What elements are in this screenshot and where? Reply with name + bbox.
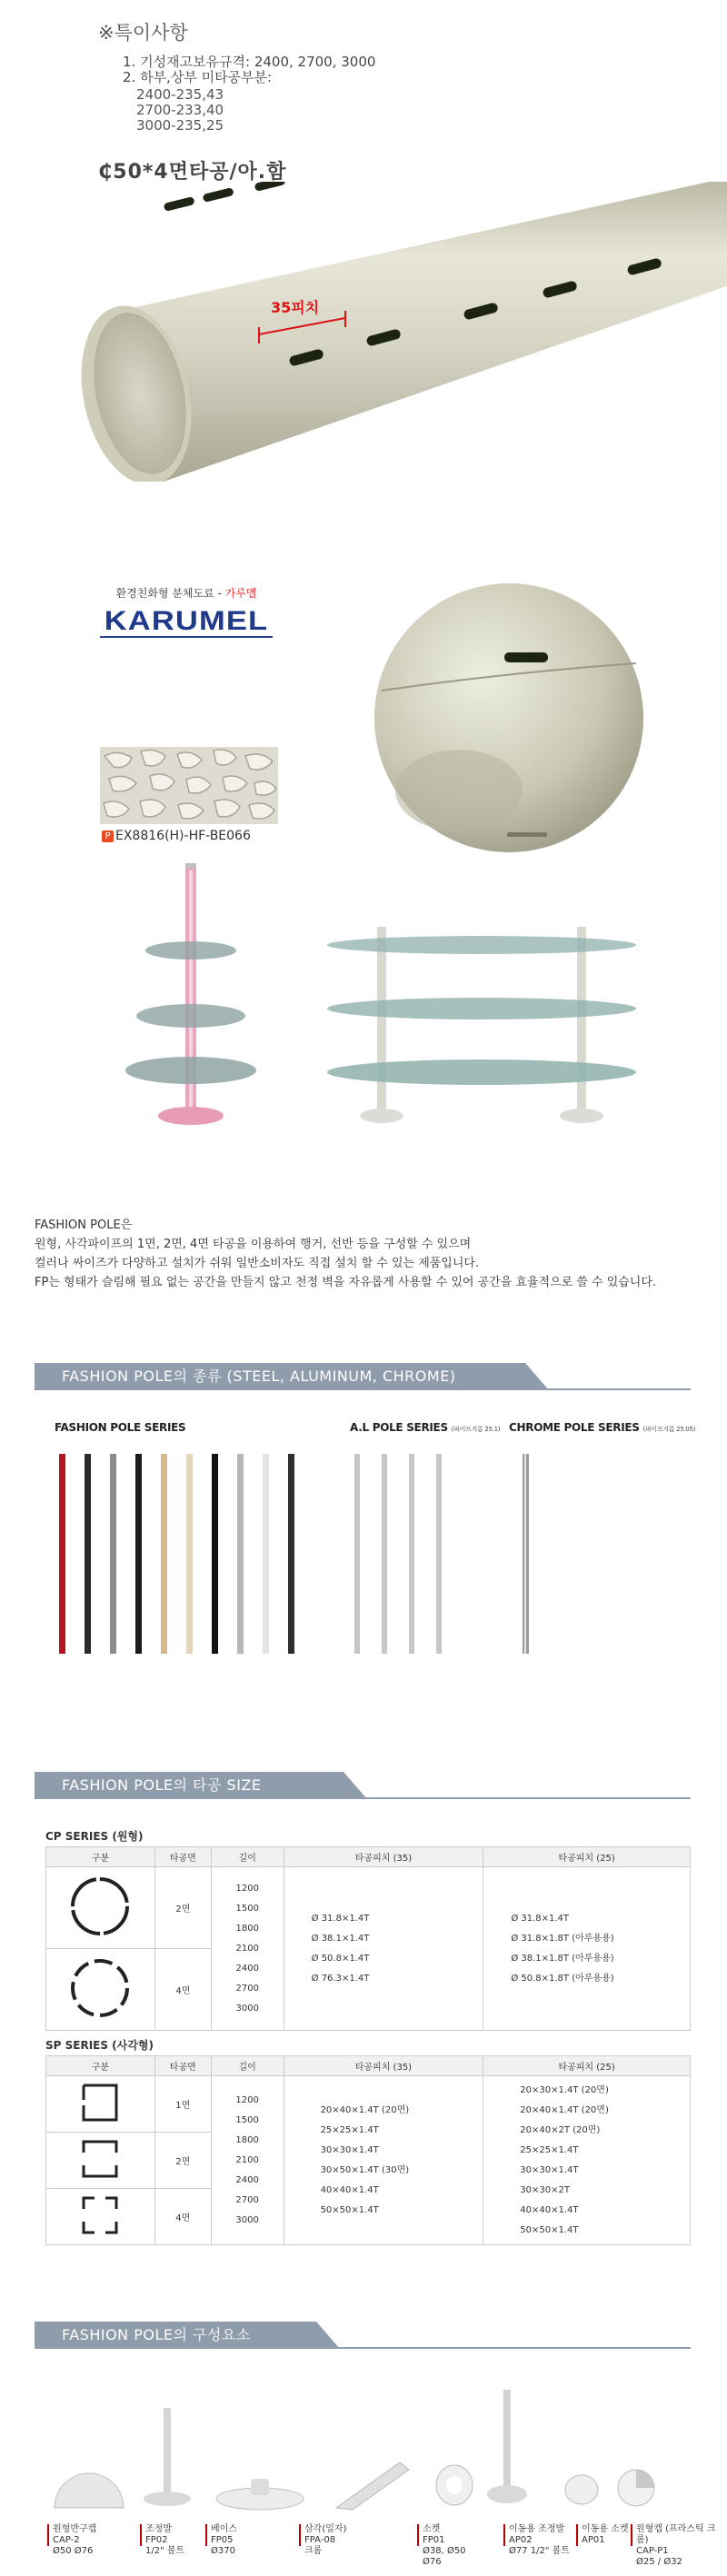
section-divider <box>35 1797 691 1799</box>
part-label <box>145 2524 184 2557</box>
cp-face: 2면 <box>154 1867 211 1949</box>
length-value: 2400 <box>235 2174 259 2185</box>
pitch-value: 40×40×1.4T <box>520 2204 579 2215</box>
shelf-display-image <box>309 927 636 1127</box>
cp-pitch35 <box>284 1867 483 2031</box>
section-size-title: FASHION POLE의 타공 SIZE <box>35 1772 344 1799</box>
section-parts-title: FASHION POLE의 구성요소 <box>35 2322 316 2349</box>
part-label <box>53 2524 96 2557</box>
fashion-series-label: FASHION POLE SERIES <box>55 1421 186 1434</box>
pitch-value: 30×30×1.4T <box>320 2144 379 2155</box>
texture-code-text: EX8816(H)-HF-BE066 <box>115 829 251 843</box>
part-label-line: Ø50 Ø76 <box>53 2546 94 2556</box>
pitch-value: 25×25×1.4T <box>520 2144 579 2155</box>
length-value: 2700 <box>235 1983 259 1994</box>
chrome-series-note: (파이프지름 25.05) <box>642 1426 696 1433</box>
pitch-label: 35피치 <box>271 299 320 316</box>
alu-series-label <box>350 1421 500 1434</box>
pitch-value: Ø 31.8×1.4T <box>511 1913 570 1924</box>
pitch-value: Ø 31.8×1.4T <box>311 1913 370 1924</box>
length-value: 2400 <box>235 1963 259 1974</box>
fashion-pole <box>263 1454 269 1654</box>
section-divider <box>35 2347 691 2349</box>
chrome-series-name: CHROME POLE SERIES <box>509 1421 640 1434</box>
part-label <box>304 2524 346 2557</box>
brand-name: KARUMEL <box>104 606 269 636</box>
sp-pitch25 <box>483 2076 691 2245</box>
part-label-line: Ø25 / Ø32 <box>636 2557 682 2567</box>
part-label-line: FP02 <box>145 2535 168 2545</box>
pitch-value: 50×50×1.4T <box>320 2204 379 2215</box>
part-label-line: 베이스 <box>211 2524 237 2534</box>
section-parts-header <box>35 2322 316 2349</box>
length-value: 1800 <box>235 2134 259 2145</box>
section-types-title: FASHION POLE의 종류 (STEEL, ALUMINUM, CHROME) <box>35 1363 525 1390</box>
part-label-line: AP01 <box>582 2535 605 2545</box>
pitch-value: 25×25×1.4T <box>320 2124 379 2135</box>
part-label-line: Ø370 <box>211 2546 235 2556</box>
part-label <box>509 2524 570 2557</box>
zoom-detail-image <box>373 582 645 854</box>
notes-subitem: 3000-235,25 <box>136 117 224 134</box>
cp-spec-table <box>45 1846 691 2031</box>
pitch-value: Ø 50.8×1.8T (아루용용) <box>511 1973 614 1984</box>
pitch-value: Ø 38.1×1.4T <box>311 1933 370 1944</box>
part-label-line: Ø77 1/2" 볼트 <box>509 2546 570 2556</box>
description-heading: FASHION POLE은 <box>35 1218 133 1232</box>
pitch-value: 20×40×1.4T (20면) <box>320 2104 410 2115</box>
notes-subitem: 2700-233,40 <box>136 102 224 118</box>
texture-mark-icon: P <box>102 830 114 842</box>
pitch-value: Ø 31.8×1.8T (아루용용) <box>511 1933 614 1944</box>
fashion-pole <box>212 1454 218 1654</box>
pitch-value: 40×40×1.4T <box>320 2184 379 2195</box>
sp-pitch35 <box>284 2076 483 2245</box>
sp-face: 1면 <box>154 2076 211 2133</box>
part-label-line: 원형캡 (프라스틱 크롬) <box>636 2524 716 2545</box>
cp-table-title: CP SERIES (원형) <box>45 1830 144 1843</box>
sp-shape-4face <box>46 2189 155 2245</box>
length-value: 1200 <box>235 2094 259 2105</box>
cp-shape-2face <box>46 1867 155 1949</box>
fashion-pole-description <box>35 1216 656 1292</box>
cp-pitch25 <box>483 1867 691 2031</box>
part-label-line: 이동용 조정발 <box>509 2524 565 2534</box>
brand-subtitle-prefix: 환경친화형 분체도료 - <box>115 587 225 600</box>
cp-face: 4면 <box>154 1949 211 2031</box>
part-label-line: FPA-08 <box>304 2535 336 2545</box>
length-value: 3000 <box>235 2214 259 2225</box>
length-value: 1500 <box>235 2114 259 2125</box>
fashion-pole <box>110 1454 116 1654</box>
sp-face: 4면 <box>154 2189 211 2245</box>
parts-image <box>45 2372 682 2517</box>
cp-lengths <box>211 1867 284 2031</box>
length-value: 2700 <box>235 2194 259 2205</box>
part-label-line: 1/2" 볼트 <box>145 2546 185 2556</box>
pitch-value: 20×40×2T (20면) <box>520 2124 601 2135</box>
description-line: FP는 형태가 슬림해 필요 없는 공간을 만들지 않고 천정 벽을 자유롭게 사용할 수 있어 공간을 효율적으로 쓸 수 있습니다. <box>35 1276 657 1289</box>
notes-title: ※특이사항 <box>98 22 188 44</box>
length-value: 1200 <box>235 1883 259 1894</box>
brand-subtitle-highlight: 가루멜 <box>224 587 257 600</box>
part-label-line: 조정발 <box>145 2524 172 2534</box>
table-header: 타공면 <box>154 1847 211 1867</box>
notes-item: 2. 하부,상부 미타공부분: <box>123 69 273 85</box>
length-value: 1800 <box>235 1923 259 1934</box>
chrome-series-label <box>509 1421 695 1434</box>
brand-card <box>100 582 273 638</box>
table-header: 길이 <box>211 1847 284 1867</box>
part-label <box>636 2524 727 2568</box>
fashion-pole <box>161 1454 167 1654</box>
notes-item: 1. 기성재고보유규격: 2400, 2700, 3000 <box>123 54 376 70</box>
pitch-value: Ø 76.3×1.4T <box>311 1973 370 1984</box>
part-label-line: Ø76 <box>423 2557 442 2567</box>
texture-code <box>102 829 251 843</box>
part-label-line: Ø38, Ø50 <box>423 2546 466 2556</box>
texture-swatch <box>100 747 278 824</box>
sp-spec-table <box>45 2055 691 2245</box>
alu-series-name: A.L POLE SERIES <box>350 1421 448 1434</box>
table-header: 구분 <box>46 2056 155 2076</box>
length-value: 2100 <box>235 2154 259 2165</box>
part-label <box>211 2524 237 2557</box>
fashion-pole <box>288 1454 294 1654</box>
notes-subitem: 2400-235,43 <box>136 86 224 103</box>
table-header: 길이 <box>211 2056 284 2076</box>
pitch-value: 30×50×1.4T (30면) <box>320 2164 410 2175</box>
part-label-line: FP05 <box>211 2535 234 2545</box>
fashion-pole <box>135 1454 142 1654</box>
part-label-line: 이동용 소켓 <box>582 2524 629 2534</box>
sp-shape-2face <box>46 2133 155 2189</box>
table-header: 구분 <box>46 1847 155 1867</box>
part-label-line: AP02 <box>509 2535 533 2545</box>
spec-title: ₵50*4면타공/아.함 <box>98 161 287 184</box>
part-label-line: FP01 <box>423 2535 445 2545</box>
part-label <box>423 2524 466 2568</box>
part-label-line: CAP-2 <box>53 2535 80 2545</box>
pitch-value: Ø 50.8×1.4T <box>311 1953 370 1964</box>
sp-shape-1face <box>46 2076 155 2133</box>
pitch-value: 30×30×1.4T <box>520 2164 579 2175</box>
part-label-line: 크롬 <box>304 2546 323 2556</box>
table-header: 타공피치 (25) <box>483 2056 691 2076</box>
part-label-line: 원형반구캡 <box>53 2524 97 2534</box>
length-value: 1500 <box>235 1903 259 1914</box>
pitch-value: 20×40×1.4T (20면) <box>520 2104 609 2115</box>
section-types-header <box>35 1363 525 1390</box>
part-label-line: CAP-P1 <box>636 2546 669 2556</box>
pitch-value: 50×50×1.4T <box>520 2224 579 2235</box>
fashion-pole <box>186 1454 193 1654</box>
sp-lengths <box>211 2076 284 2245</box>
brand-subtitle <box>100 582 273 601</box>
cp-shape-4face <box>46 1949 155 2031</box>
pole-lineup-image <box>50 1445 704 1663</box>
pitch-value: Ø 38.1×1.8T (아루용용) <box>511 1953 614 1964</box>
fashion-pole <box>85 1454 91 1654</box>
alu-series-note: (파이프지름 25.1) <box>451 1426 501 1433</box>
sp-face: 2면 <box>154 2133 211 2189</box>
table-header: 타공피치 (35) <box>284 1847 483 1867</box>
length-value: 2100 <box>235 1943 259 1954</box>
fashion-pole <box>237 1454 244 1654</box>
pipe-slots <box>0 0 727 509</box>
table-header: 타공피치 (25) <box>483 1847 691 1867</box>
sp-table-title: SP SERIES (사각형) <box>45 2039 154 2052</box>
section-size-header <box>35 1772 344 1799</box>
table-header: 타공면 <box>154 2056 211 2076</box>
pink-pole-display-image <box>109 863 273 1127</box>
part-label-line: 삼각(일자) <box>304 2524 347 2534</box>
part-label <box>582 2524 628 2546</box>
pitch-value: 20×30×1.4T (20면) <box>520 2084 609 2095</box>
description-line: 컬러나 싸이즈가 다양하고 설치가 쉬워 일반소비자도 직접 설치 할 수 있는 제품입니다. <box>35 1257 480 1270</box>
length-value: 3000 <box>235 2003 259 2014</box>
table-header: 타공피치 (35) <box>284 2056 483 2076</box>
section-divider <box>35 1388 691 1390</box>
part-label-line: 소켓 <box>423 2524 441 2534</box>
fashion-pole <box>59 1454 65 1654</box>
description-line: 원형, 사각파이프의 1면, 2면, 4면 타공을 이용하여 행거, 선반 등을 구성할 수 있으며 <box>35 1238 472 1251</box>
pitch-value: 30×30×2T <box>520 2184 570 2195</box>
